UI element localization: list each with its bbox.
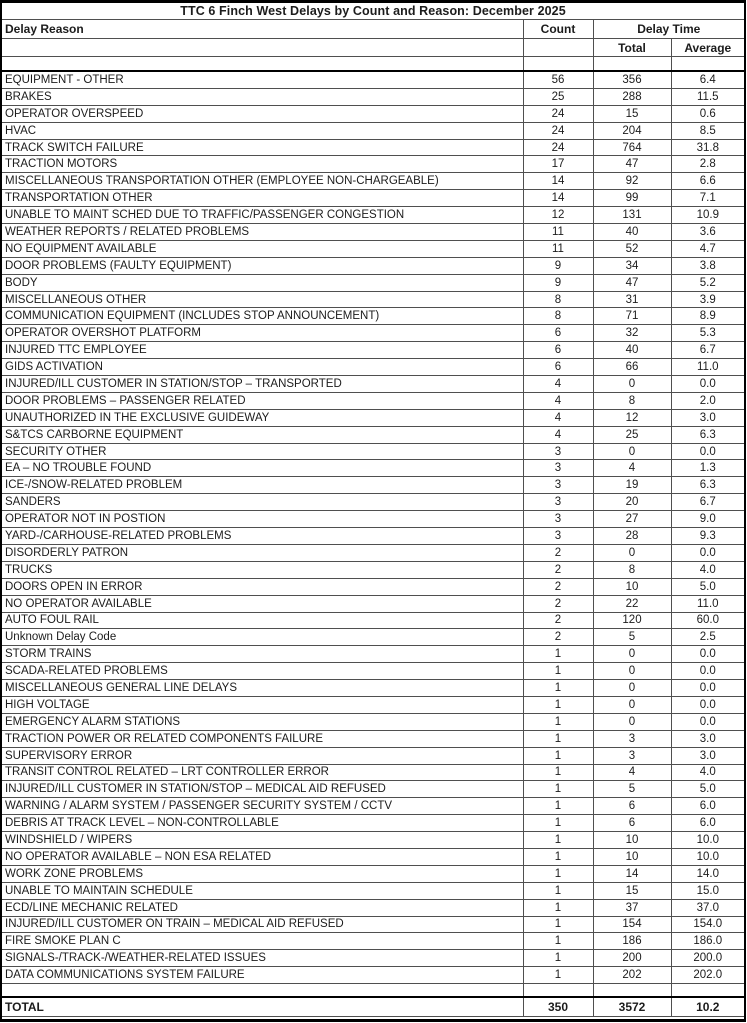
count-cell: 1 bbox=[523, 764, 593, 781]
delay-average-cell: 11.0 bbox=[671, 595, 744, 612]
delay-average-cell: 2.0 bbox=[671, 392, 744, 409]
delay-average-cell: 6.0 bbox=[671, 815, 744, 832]
delay-reason-cell: NO OPERATOR AVAILABLE bbox=[2, 595, 523, 612]
table-row bbox=[2, 257, 744, 274]
delay-total-cell: 3 bbox=[593, 730, 671, 747]
delay-reason-cell: HIGH VOLTAGE bbox=[2, 696, 523, 713]
delay-reason-cell: TRACTION MOTORS bbox=[2, 156, 523, 173]
count-cell: 8 bbox=[523, 308, 593, 325]
delay-average-cell: 0.6 bbox=[671, 105, 744, 122]
delay-total-cell: 356 bbox=[593, 71, 671, 88]
delay-average-cell: 0.0 bbox=[671, 696, 744, 713]
delay-average-cell: 6.3 bbox=[671, 426, 744, 443]
table-row bbox=[2, 528, 744, 545]
count-cell: 1 bbox=[523, 680, 593, 697]
delay-total-cell: 204 bbox=[593, 122, 671, 139]
delay-average-cell: 0.0 bbox=[671, 646, 744, 663]
count-cell: 2 bbox=[523, 612, 593, 629]
delay-total-cell: 154 bbox=[593, 916, 671, 933]
delay-reason-cell: TRACTION POWER OR RELATED COMPONENTS FAILURE bbox=[2, 730, 523, 747]
delay-average-cell: 0.0 bbox=[671, 713, 744, 730]
table-row bbox=[2, 325, 744, 342]
delay-average-cell: 6.4 bbox=[671, 71, 744, 88]
table-row bbox=[2, 173, 744, 190]
table-row bbox=[2, 832, 744, 849]
delay-total-cell: 32 bbox=[593, 325, 671, 342]
delay-average-cell: 8.9 bbox=[671, 308, 744, 325]
delay-reason-cell: WORK ZONE PROBLEMS bbox=[2, 865, 523, 882]
delay-average-cell: 3.8 bbox=[671, 257, 744, 274]
sub-header-row bbox=[2, 39, 744, 57]
delay-average-cell: 6.6 bbox=[671, 173, 744, 190]
delay-total-cell: 47 bbox=[593, 156, 671, 173]
delay-average-cell: 202.0 bbox=[671, 967, 744, 984]
delay-total-cell: 764 bbox=[593, 139, 671, 156]
delay-reason-cell: OPERATOR OVERSPEED bbox=[2, 105, 523, 122]
delay-total-cell: 10 bbox=[593, 578, 671, 595]
table-row bbox=[2, 122, 744, 139]
table-row bbox=[2, 224, 744, 241]
count-cell: 17 bbox=[523, 156, 593, 173]
delay-average-cell: 10.0 bbox=[671, 832, 744, 849]
delay-average-cell: 60.0 bbox=[671, 612, 744, 629]
delay-average-cell: 0.0 bbox=[671, 443, 744, 460]
count-cell: 8 bbox=[523, 291, 593, 308]
delay-average-cell: 8.5 bbox=[671, 122, 744, 139]
table-row bbox=[2, 156, 744, 173]
delay-average-cell: 0.0 bbox=[671, 376, 744, 393]
delay-average-cell: 7.1 bbox=[671, 190, 744, 207]
delay-reason-cell: MISCELLANEOUS OTHER bbox=[2, 291, 523, 308]
count-cell: 1 bbox=[523, 781, 593, 798]
count-cell: 1 bbox=[523, 882, 593, 899]
delay-total-cell: 15 bbox=[593, 882, 671, 899]
delay-reason-cell: DATA COMMUNICATIONS SYSTEM FAILURE bbox=[2, 967, 523, 984]
count-cell: 24 bbox=[523, 139, 593, 156]
delay-total-cell: 40 bbox=[593, 342, 671, 359]
table-row bbox=[2, 696, 744, 713]
delays-table bbox=[2, 3, 744, 1017]
total-delay-total-value: 3572 bbox=[593, 997, 671, 1017]
delay-average-cell: 3.0 bbox=[671, 730, 744, 747]
spacer-row bbox=[2, 57, 744, 72]
count-cell: 1 bbox=[523, 899, 593, 916]
table-row bbox=[2, 477, 744, 494]
delay-total-cell: 31 bbox=[593, 291, 671, 308]
count-cell: 1 bbox=[523, 832, 593, 849]
delay-average-cell: 10.9 bbox=[671, 207, 744, 224]
delay-total-cell: 12 bbox=[593, 409, 671, 426]
delay-reason-cell: WARNING / ALARM SYSTEM / PASSENGER SECURITY SYSTEM / CCTV bbox=[2, 798, 523, 815]
column-header-total: Total bbox=[593, 39, 671, 57]
delay-reason-cell: INJURED/ILL CUSTOMER IN STATION/STOP – MEDICAL AID REFUSED bbox=[2, 781, 523, 798]
delay-average-cell: 3.9 bbox=[671, 291, 744, 308]
delay-reason-cell: WEATHER REPORTS / RELATED PROBLEMS bbox=[2, 224, 523, 241]
delay-average-cell: 1.3 bbox=[671, 460, 744, 477]
count-cell: 14 bbox=[523, 190, 593, 207]
count-cell: 3 bbox=[523, 443, 593, 460]
table-row bbox=[2, 308, 744, 325]
count-cell: 2 bbox=[523, 595, 593, 612]
count-cell: 1 bbox=[523, 967, 593, 984]
table-row bbox=[2, 798, 744, 815]
table-row bbox=[2, 274, 744, 291]
delay-average-cell: 186.0 bbox=[671, 933, 744, 950]
delay-average-cell: 2.8 bbox=[671, 156, 744, 173]
delay-average-cell: 11.0 bbox=[671, 359, 744, 376]
count-cell: 9 bbox=[523, 257, 593, 274]
delay-total-cell: 22 bbox=[593, 595, 671, 612]
delay-average-cell: 6.7 bbox=[671, 494, 744, 511]
table-row bbox=[2, 967, 744, 984]
delay-reason-cell: YARD-/CARHOUSE-RELATED PROBLEMS bbox=[2, 528, 523, 545]
table-row bbox=[2, 139, 744, 156]
table-title: TTC 6 Finch West Delays by Count and Reason: December 2025 bbox=[2, 3, 744, 20]
delay-reason-cell: DEBRIS AT TRACK LEVEL – NON-CONTROLLABLE bbox=[2, 815, 523, 832]
total-label: TOTAL bbox=[2, 997, 523, 1017]
table-row bbox=[2, 494, 744, 511]
delay-average-cell: 4.7 bbox=[671, 240, 744, 257]
delay-average-cell: 5.0 bbox=[671, 578, 744, 595]
empty-header-cell bbox=[523, 39, 593, 57]
delay-reason-cell: COMMUNICATION EQUIPMENT (INCLUDES STOP ANNOUNCEMENT) bbox=[2, 308, 523, 325]
delay-average-cell: 5.3 bbox=[671, 325, 744, 342]
delay-average-cell: 4.0 bbox=[671, 561, 744, 578]
table-row bbox=[2, 764, 744, 781]
delay-reason-cell: SCADA-RELATED PROBLEMS bbox=[2, 663, 523, 680]
delay-total-cell: 6 bbox=[593, 815, 671, 832]
delay-reason-cell: AUTO FOUL RAIL bbox=[2, 612, 523, 629]
delay-total-cell: 28 bbox=[593, 528, 671, 545]
delay-reason-cell: INJURED/ILL CUSTOMER ON TRAIN – MEDICAL AID REFUSED bbox=[2, 916, 523, 933]
column-header-delay-time: Delay Time bbox=[593, 20, 744, 39]
count-cell: 1 bbox=[523, 933, 593, 950]
delay-total-cell: 0 bbox=[593, 376, 671, 393]
total-row bbox=[2, 997, 744, 1017]
table-row bbox=[2, 511, 744, 528]
delay-total-cell: 66 bbox=[593, 359, 671, 376]
delay-total-cell: 37 bbox=[593, 899, 671, 916]
table-row bbox=[2, 190, 744, 207]
delay-reason-cell: INJURED/ILL CUSTOMER IN STATION/STOP – TRANSPORTED bbox=[2, 376, 523, 393]
delay-reason-cell: HVAC bbox=[2, 122, 523, 139]
table-row bbox=[2, 426, 744, 443]
count-cell: 1 bbox=[523, 916, 593, 933]
delay-total-cell: 0 bbox=[593, 646, 671, 663]
table-row bbox=[2, 713, 744, 730]
table-row bbox=[2, 207, 744, 224]
delay-reason-cell: Unknown Delay Code bbox=[2, 629, 523, 646]
table-row bbox=[2, 747, 744, 764]
delay-average-cell: 0.0 bbox=[671, 663, 744, 680]
count-cell: 6 bbox=[523, 359, 593, 376]
table-row bbox=[2, 71, 744, 88]
delay-reason-cell: GIDS ACTIVATION bbox=[2, 359, 523, 376]
count-cell: 6 bbox=[523, 342, 593, 359]
delay-reason-cell: DOORS OPEN IN ERROR bbox=[2, 578, 523, 595]
count-cell: 3 bbox=[523, 511, 593, 528]
delay-total-cell: 202 bbox=[593, 967, 671, 984]
table-row bbox=[2, 899, 744, 916]
delay-reason-cell: UNABLE TO MAINTAIN SCHEDULE bbox=[2, 882, 523, 899]
delay-average-cell: 5.0 bbox=[671, 781, 744, 798]
delay-reason-cell: TRUCKS bbox=[2, 561, 523, 578]
table-row bbox=[2, 595, 744, 612]
delay-average-cell: 6.0 bbox=[671, 798, 744, 815]
table-row bbox=[2, 950, 744, 967]
delay-reason-cell: SIGNALS-/TRACK-/WEATHER-RELATED ISSUES bbox=[2, 950, 523, 967]
table-row bbox=[2, 561, 744, 578]
delay-average-cell: 31.8 bbox=[671, 139, 744, 156]
count-cell: 1 bbox=[523, 798, 593, 815]
delay-reason-cell: BODY bbox=[2, 274, 523, 291]
table-row bbox=[2, 629, 744, 646]
title-row bbox=[2, 3, 744, 20]
table-row bbox=[2, 815, 744, 832]
table-row bbox=[2, 291, 744, 308]
delay-average-cell: 9.3 bbox=[671, 528, 744, 545]
table-row bbox=[2, 342, 744, 359]
count-cell: 3 bbox=[523, 494, 593, 511]
delay-reason-cell: MISCELLANEOUS GENERAL LINE DELAYS bbox=[2, 680, 523, 697]
delay-total-cell: 186 bbox=[593, 933, 671, 950]
delay-reason-cell: OPERATOR OVERSHOT PLATFORM bbox=[2, 325, 523, 342]
delay-average-cell: 10.0 bbox=[671, 848, 744, 865]
count-cell: 1 bbox=[523, 663, 593, 680]
delay-total-cell: 4 bbox=[593, 764, 671, 781]
count-cell: 12 bbox=[523, 207, 593, 224]
delay-average-cell: 154.0 bbox=[671, 916, 744, 933]
delay-reason-cell: DISORDERLY PATRON bbox=[2, 544, 523, 561]
delay-total-cell: 0 bbox=[593, 696, 671, 713]
delay-total-cell: 10 bbox=[593, 848, 671, 865]
table-row bbox=[2, 105, 744, 122]
delay-reason-cell: STORM TRAINS bbox=[2, 646, 523, 663]
count-cell: 24 bbox=[523, 105, 593, 122]
table-row bbox=[2, 646, 744, 663]
delay-total-cell: 0 bbox=[593, 663, 671, 680]
table-row bbox=[2, 544, 744, 561]
table-row bbox=[2, 460, 744, 477]
delay-total-cell: 40 bbox=[593, 224, 671, 241]
delay-reason-cell: ECD/LINE MECHANIC RELATED bbox=[2, 899, 523, 916]
delay-total-cell: 4 bbox=[593, 460, 671, 477]
count-cell: 2 bbox=[523, 561, 593, 578]
delay-average-cell: 6.3 bbox=[671, 477, 744, 494]
delay-reason-cell: EQUIPMENT - OTHER bbox=[2, 71, 523, 88]
count-cell: 1 bbox=[523, 848, 593, 865]
delay-total-cell: 92 bbox=[593, 173, 671, 190]
count-cell: 4 bbox=[523, 392, 593, 409]
table-row bbox=[2, 730, 744, 747]
delay-reason-cell: INJURED TTC EMPLOYEE bbox=[2, 342, 523, 359]
delay-average-cell: 5.2 bbox=[671, 274, 744, 291]
count-cell: 25 bbox=[523, 88, 593, 105]
delay-reason-cell: BRAKES bbox=[2, 88, 523, 105]
delay-average-cell: 3.0 bbox=[671, 409, 744, 426]
delay-total-cell: 14 bbox=[593, 865, 671, 882]
delay-reason-cell: OPERATOR NOT IN POSTION bbox=[2, 511, 523, 528]
delay-total-cell: 0 bbox=[593, 544, 671, 561]
delay-average-cell: 3.0 bbox=[671, 747, 744, 764]
delay-total-cell: 3 bbox=[593, 747, 671, 764]
delay-total-cell: 47 bbox=[593, 274, 671, 291]
count-cell: 11 bbox=[523, 240, 593, 257]
table-row bbox=[2, 663, 744, 680]
count-cell: 2 bbox=[523, 578, 593, 595]
delay-reason-cell: ICE-/SNOW-RELATED PROBLEM bbox=[2, 477, 523, 494]
delay-reason-cell: TRANSIT CONTROL RELATED – LRT CONTROLLER ERROR bbox=[2, 764, 523, 781]
delay-total-cell: 71 bbox=[593, 308, 671, 325]
delay-total-cell: 288 bbox=[593, 88, 671, 105]
column-header-delay-reason: Delay Reason bbox=[2, 20, 523, 39]
delay-total-cell: 0 bbox=[593, 680, 671, 697]
count-cell: 6 bbox=[523, 325, 593, 342]
delay-total-cell: 20 bbox=[593, 494, 671, 511]
total-delay-average-value: 10.2 bbox=[671, 997, 744, 1017]
count-cell: 1 bbox=[523, 747, 593, 764]
delay-total-cell: 0 bbox=[593, 713, 671, 730]
count-cell: 2 bbox=[523, 629, 593, 646]
delay-reason-cell: UNAUTHORIZED IN THE EXCLUSIVE GUIDEWAY bbox=[2, 409, 523, 426]
delay-total-cell: 15 bbox=[593, 105, 671, 122]
delay-average-cell: 11.5 bbox=[671, 88, 744, 105]
delay-average-cell: 37.0 bbox=[671, 899, 744, 916]
delay-reason-cell: NO OPERATOR AVAILABLE – NON ESA RELATED bbox=[2, 848, 523, 865]
delay-reason-cell: SUPERVISORY ERROR bbox=[2, 747, 523, 764]
delay-average-cell: 2.5 bbox=[671, 629, 744, 646]
table-row bbox=[2, 392, 744, 409]
delay-average-cell: 3.6 bbox=[671, 224, 744, 241]
header-row bbox=[2, 20, 744, 39]
count-cell: 4 bbox=[523, 376, 593, 393]
column-header-average: Average bbox=[671, 39, 744, 57]
delay-total-cell: 99 bbox=[593, 190, 671, 207]
delay-reason-cell: DOOR PROBLEMS (FAULTY EQUIPMENT) bbox=[2, 257, 523, 274]
delay-total-cell: 52 bbox=[593, 240, 671, 257]
delay-total-cell: 10 bbox=[593, 832, 671, 849]
delay-reason-cell: EA – NO TROUBLE FOUND bbox=[2, 460, 523, 477]
delay-total-cell: 27 bbox=[593, 511, 671, 528]
table-row bbox=[2, 578, 744, 595]
count-cell: 3 bbox=[523, 477, 593, 494]
delay-reason-cell: TRACK SWITCH FAILURE bbox=[2, 139, 523, 156]
delay-average-cell: 4.0 bbox=[671, 764, 744, 781]
delay-total-cell: 19 bbox=[593, 477, 671, 494]
count-cell: 4 bbox=[523, 409, 593, 426]
delay-average-cell: 0.0 bbox=[671, 544, 744, 561]
count-cell: 3 bbox=[523, 528, 593, 545]
table-row bbox=[2, 882, 744, 899]
table-row bbox=[2, 612, 744, 629]
table-row bbox=[2, 848, 744, 865]
delay-average-cell: 9.0 bbox=[671, 511, 744, 528]
delay-reason-cell: TRANSPORTATION OTHER bbox=[2, 190, 523, 207]
delay-reason-cell: SECURITY OTHER bbox=[2, 443, 523, 460]
count-cell: 1 bbox=[523, 815, 593, 832]
table-row bbox=[2, 916, 744, 933]
count-cell: 1 bbox=[523, 950, 593, 967]
table-row bbox=[2, 359, 744, 376]
delay-total-cell: 131 bbox=[593, 207, 671, 224]
table-body bbox=[2, 71, 744, 984]
delay-total-cell: 8 bbox=[593, 561, 671, 578]
delay-total-cell: 200 bbox=[593, 950, 671, 967]
delay-average-cell: 15.0 bbox=[671, 882, 744, 899]
count-cell: 11 bbox=[523, 224, 593, 241]
total-count-value: 350 bbox=[523, 997, 593, 1017]
count-cell: 1 bbox=[523, 696, 593, 713]
delay-average-cell: 0.0 bbox=[671, 680, 744, 697]
delay-total-cell: 120 bbox=[593, 612, 671, 629]
delay-reason-cell: WINDSHIELD / WIPERS bbox=[2, 832, 523, 849]
count-cell: 9 bbox=[523, 274, 593, 291]
delay-reason-cell: NO EQUIPMENT AVAILABLE bbox=[2, 240, 523, 257]
count-cell: 14 bbox=[523, 173, 593, 190]
table-row bbox=[2, 88, 744, 105]
delay-reason-cell: SANDERS bbox=[2, 494, 523, 511]
count-cell: 4 bbox=[523, 426, 593, 443]
delay-reason-cell: EMERGENCY ALARM STATIONS bbox=[2, 713, 523, 730]
delay-reason-cell: MISCELLANEOUS TRANSPORTATION OTHER (EMPLOYEE NON-CHARGEABLE) bbox=[2, 173, 523, 190]
table-row bbox=[2, 240, 744, 257]
delay-total-cell: 0 bbox=[593, 443, 671, 460]
delay-total-cell: 6 bbox=[593, 798, 671, 815]
spacer-row bbox=[2, 984, 744, 998]
table-row bbox=[2, 443, 744, 460]
delay-total-cell: 25 bbox=[593, 426, 671, 443]
table-row bbox=[2, 680, 744, 697]
count-cell: 1 bbox=[523, 865, 593, 882]
count-cell: 1 bbox=[523, 730, 593, 747]
count-cell: 1 bbox=[523, 646, 593, 663]
count-cell: 2 bbox=[523, 544, 593, 561]
delay-total-cell: 8 bbox=[593, 392, 671, 409]
delay-average-cell: 6.7 bbox=[671, 342, 744, 359]
delay-average-cell: 14.0 bbox=[671, 865, 744, 882]
table-row bbox=[2, 865, 744, 882]
table-row bbox=[2, 376, 744, 393]
count-cell: 3 bbox=[523, 460, 593, 477]
delay-reason-cell: S&TCS CARBORNE EQUIPMENT bbox=[2, 426, 523, 443]
table-row bbox=[2, 409, 744, 426]
table-row bbox=[2, 781, 744, 798]
empty-header-cell bbox=[2, 39, 523, 57]
delay-reason-cell: DOOR PROBLEMS – PASSENGER RELATED bbox=[2, 392, 523, 409]
delay-reason-cell: UNABLE TO MAINT SCHED DUE TO TRAFFIC/PASSENGER CONGESTION bbox=[2, 207, 523, 224]
delay-total-cell: 5 bbox=[593, 781, 671, 798]
delay-reason-cell: FIRE SMOKE PLAN C bbox=[2, 933, 523, 950]
table-row bbox=[2, 933, 744, 950]
delay-total-cell: 5 bbox=[593, 629, 671, 646]
count-cell: 1 bbox=[523, 713, 593, 730]
delay-total-cell: 34 bbox=[593, 257, 671, 274]
count-cell: 56 bbox=[523, 71, 593, 88]
count-cell: 24 bbox=[523, 122, 593, 139]
delay-average-cell: 200.0 bbox=[671, 950, 744, 967]
column-header-count: Count bbox=[523, 20, 593, 39]
